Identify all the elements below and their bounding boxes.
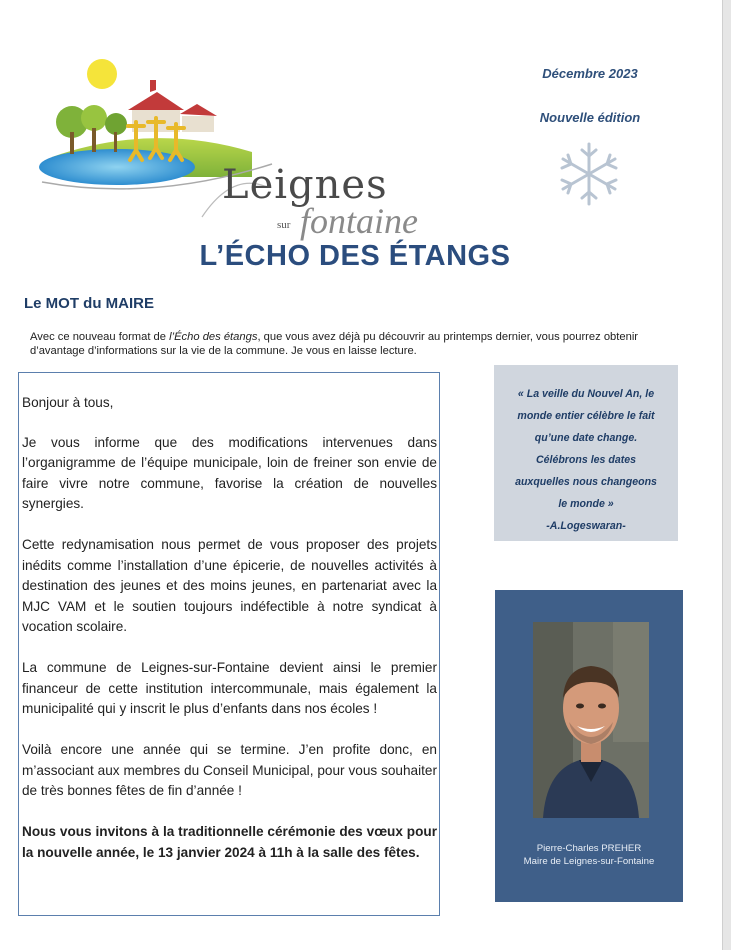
quote-author: -A.Logeswaran- [546, 520, 626, 532]
letter-paragraph-2: Cette redynamisation nous permet de vous proposer des projets inédits comme l’installation d’une épicerie, de nouvelles activités à destination des jeunes et des moins jeunes, en partenariat avec la MJC VAM et le soutien toujours indéfectible à notre syndicat à vocation scolaire. [22, 537, 437, 634]
letter-paragraph-3: La commune de Leignes-sur-Fontaine devient ainsi le premier financeur de cette institution intercommunale, mais également la municipalité qui y inscrit le plus d’enfants dans nos écoles ! [22, 660, 437, 716]
mayor-photo [533, 622, 649, 818]
issue-date: Décembre 2023 [542, 66, 638, 81]
newsletter-title: L’ÉCHO DES ÉTANGS [199, 240, 511, 272]
letter-paragraph-1: Je vous informe que des modifications intervenues dans l’organigramme de l’équipe municipale, loin de freiner son envie de faire vivre notre commune, favorise la création de nouvelles synergies. [22, 434, 437, 511]
quote-box [494, 365, 678, 541]
intro-publication-name: l’Écho des étangs [169, 331, 258, 343]
quote-line: le monde » [558, 498, 614, 510]
logo-place: fontaine [300, 201, 418, 241]
section-title: Le MOT du MAIRE [24, 295, 154, 312]
letter-paragraph-4: Voilà encore une année qui se termine. J’en profite donc, en m’associant aux membres du Conseil Municipal, pour vous souhaiter de très bonnes fêtes de fin d’année ! [22, 742, 437, 798]
quote-line: monde entier célèbre le fait [517, 410, 655, 422]
letter-invitation: Nous vous invitons à la traditionnelle cérémonie des vœux pour la nouvelle année, le 13 janvier 2024 à 11h à la salle des fêtes. [22, 824, 437, 860]
logo-sur: sur [277, 219, 291, 231]
mayor-portrait [533, 622, 649, 818]
intro-text-start: Avec ce nouveau format de [30, 331, 170, 343]
mayor-panel [495, 590, 683, 902]
letter-greeting: Bonjour à tous, [22, 395, 114, 410]
page-edge [722, 0, 731, 950]
quote-line: auxquelles nous changeons [515, 476, 657, 488]
intro-text [30, 330, 680, 358]
mayor-role: Maire de Leignes-sur-Fontaine [523, 856, 655, 867]
snowflake-icon [552, 140, 626, 208]
quote-line: qu’une date change. [534, 432, 638, 444]
mayor-letter [18, 372, 440, 916]
edition-label: Nouvelle édition [539, 110, 641, 125]
quote-line: Célébrons les dates [535, 454, 637, 466]
logo [32, 52, 418, 241]
logo-name: Leignes [222, 162, 388, 208]
mayor-caption [495, 842, 683, 868]
quote-line: « La veille du Nouvel An, le [517, 388, 655, 400]
mayor-name: Pierre-Charles PREHER [536, 843, 642, 854]
intro-text-end: , que vous avez déjà pu découvrir au printemps dernier, vous pourrez obtenir d’avantage d’informations sur la vie de la commune. Je vous en laisse lecture. [30, 331, 639, 357]
